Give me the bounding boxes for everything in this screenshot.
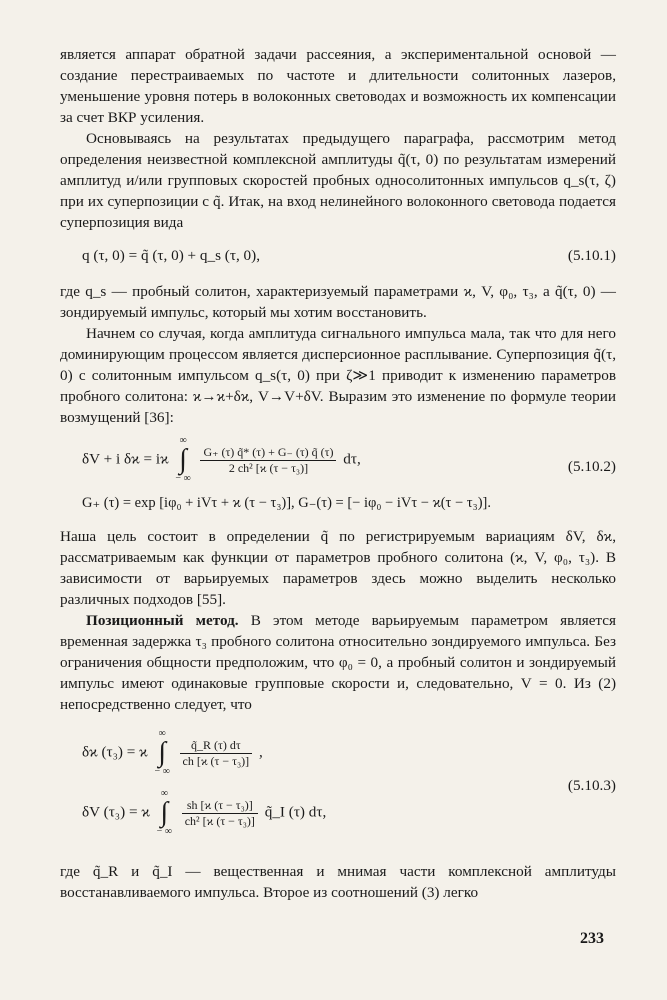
integral-lower-limit: − ∞ [156,826,172,837]
equation-5-10-3 [82,729,616,847]
paragraph-7: где q̃_R и q̃_I — вещественная и мнимая части комплексной амплитуды восстанавливаемого импульса. Второе из соотношений (3) легко [60,863,616,901]
equation-a-lhs: δϰ (τ₃) = ϰ [82,743,148,761]
equation-5-10-2 [82,435,616,511]
section-title: Позиционный метод. [86,612,239,629]
paragraph-2: Основываясь на результатах предыдущего параграфа, рассмотрим метод определения неизвестной комплексной амплитуды q̃(τ, 0) по результатам измерений амплитуд и/или групповых скоростей пробных односолитонных импульсов q_s(τ, ζ) при их суперпозиции с q̃. Итак, на вход нелинейного волоконного световода подается суперпозиция вида [60,130,616,231]
integral-upper-limit: ∞ [160,788,168,799]
equation-line-2: G₊ (τ) = exp [iφ₀ + iVτ + ϰ (τ − τ₃)], G₋(τ) = [− iφ₀ − iVτ − ϰ(τ − τ₃)]. [82,495,491,511]
integral-sign: ∞ ∫ − ∞ [156,788,172,837]
fraction-denominator: 2 ch² [ϰ (τ − τ₃)] [228,460,309,475]
fraction [180,738,253,769]
fraction [200,445,336,476]
fraction-numerator: q̃_R (τ) dτ [180,738,253,754]
equation-formula: q (τ, 0) = q̃ (τ, 0) + q_s (τ, 0), [82,247,261,264]
integral-upper-limit: ∞ [179,435,187,446]
page-number: 233 [580,930,604,947]
integral-sign: ∞ ∫ − ∞ [175,435,191,484]
equation-5-10-1 [82,245,616,267]
equation-number: (5.10.1) [567,247,616,264]
fraction-denominator: ch² [ϰ (τ − τ₃)] [184,813,255,828]
fraction-numerator: G₊ (τ) q̃* (τ) + G₋ (τ) q̃ (τ) [200,445,336,461]
integral-lower-limit: − ∞ [175,473,191,484]
paragraph-6-text: В этом методе варьируемым параметром является временная задержка τ₃ пробного солитона относительно зондируемого импульса. Без ограничения общности предположим, что φ₀ = 0, а пробный солитон и зондируемый импульс имеют одинаковые групповые скорости и, следовательно, V = 0. Из (2) непосредственно следует, что [60,612,616,713]
integral-upper-limit: ∞ [158,728,166,739]
fraction [182,798,258,829]
paragraph-5: Наша цель состоит в определении q̃ по регистрируемым вариациям δV, δϰ, рассматриваемым как функции от параметров пробного солитона (ϰ, V, φ₀, τ₃). В зависимости от варьируемых параметров здесь можно выделить несколько различных подходов [55]. [60,528,616,608]
paragraph-6 [60,610,616,715]
page-body [60,44,616,903]
equation-a-tail: , [258,743,263,761]
equation-lhs: δV + i δϰ = iϰ [82,450,169,468]
paragraph-1: является аппарат обратной задачи рассеяния, а экспериментальной основой — создание перестраиваемых по частоте и длительности солитонных лазеров, уменьшение уровня потерь в волоконных световодах и возможность их компенсации за счет ВКР усиления. [60,46,616,126]
fraction-numerator: sh [ϰ (τ − τ₃)] [182,798,258,814]
equation-b-tail: q̃_I (τ) dτ, [264,803,327,821]
integral-lower-limit: − ∞ [154,766,170,777]
equation-number: (5.10.3) [567,777,616,794]
equation-number: (5.10.2) [567,458,616,475]
paragraph-4: Начнем со случая, когда амплитуда сигнального импульса мала, так что для него доминирующим процессом является дисперсионное расплывание. Суперпозиция q̃(τ, 0) с солитонным импульсом q_s(τ, 0) при ζ≫1 приводит к изменению параметров пробного солитона: ϰ→ϰ+δϰ, V→V+δV. Выразим это изменение по формуле теории возмущений [36]: [60,325,616,426]
paragraph-3: где q_s — пробный солитон, характеризуемый параметрами ϰ, V, φ₀, τ₃, а q̃(τ, 0) — зондируемый импульс, который мы хотим восстановить. [60,283,616,321]
equation-b-lhs: δV (τ₃) = ϰ [82,803,150,821]
integral-sign: ∞ ∫ − ∞ [154,728,170,777]
equation-tail: dτ, [343,450,361,468]
fraction-denominator: ch [ϰ (τ − τ₃)] [182,753,250,768]
